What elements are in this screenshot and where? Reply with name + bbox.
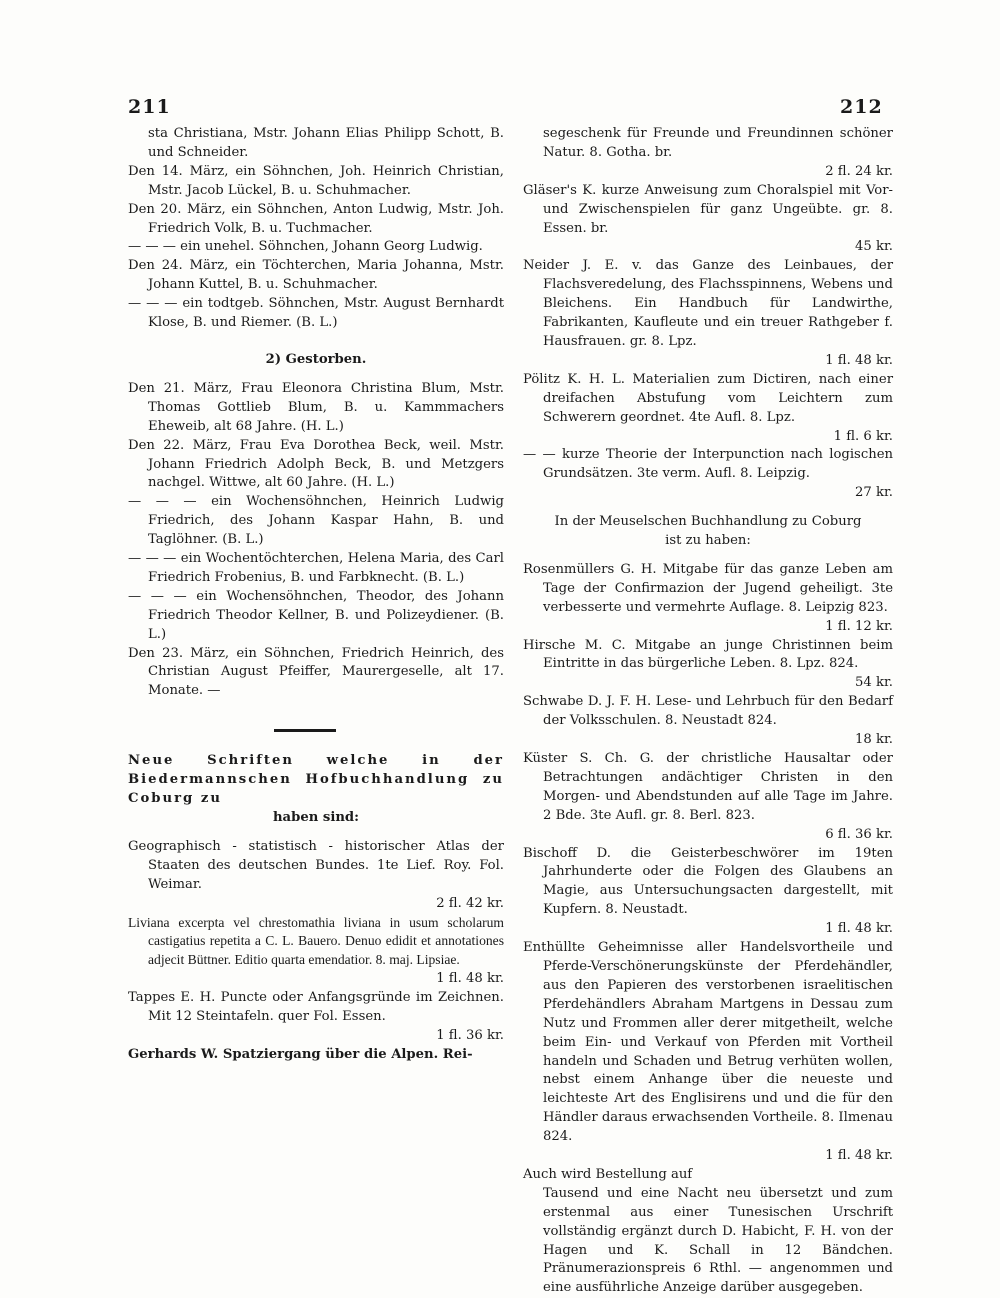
left-column xyxy=(128,125,504,1065)
birth-entry: — — — ein unehel. Söhnchen, Johann Georg Ludwig. xyxy=(128,239,483,255)
page-number-left: 211 xyxy=(128,96,171,118)
book-entry: Neider J. E. v. das Ganze des Leinbaues, der Flachsveredelung, des Flachsspinnens, Webens und Bleichens. Ein Handbuch für Landwirthe, Fabrikanten, Kaufleute und ein treuer Rathgeber f. Hausfrauen. gr. 8. Lpz. xyxy=(523,258,893,349)
book-entry: Pölitz K. H. L. Materialien zum Dictiren, nach einer dreifachen Abstufung vom Leichtern zum Schwerern geordnet. 4te Aufl. 8. Lpz. xyxy=(523,371,893,425)
section-heading-sub: ist zu haben: xyxy=(665,533,751,549)
book-price: 1 fl. 48 kr. xyxy=(436,971,504,987)
book-entry: Hirsche M. C. Mitgabe an junge Christinnen beim Eintritte in das bürgerliche Leben. 8. Lpz. 824. xyxy=(523,637,893,672)
book-price: 54 kr. xyxy=(854,675,893,691)
book-price: 1 fl. 6 kr. xyxy=(833,428,893,444)
page-number-right: 212 xyxy=(840,96,883,118)
birth-entry: — — — ein todtgeb. Söhnchen, Mstr. August Bernhardt Klose, B. und Riemer. (B. L.) xyxy=(128,296,504,331)
death-entry: — — — ein Wochentöchterchen, Helena Maria, des Carl Friedrich Frobenius, B. und Farbknecht. (B. L.) xyxy=(128,551,504,585)
subscription-text: Tausend und eine Nacht neu übersetzt und zum erstenmal aus einer Tunesischen Urschrift vollständig ergänzt durch D. Habicht, F. H. von der Hagen und K. Schall in 12 Bändchen. Pränumerazionspreis 6 Rthl. — angenommen und eine ausführliche Anzeige darüber ausgegeben. xyxy=(543,1185,893,1296)
book-entry: — — kurze Theorie der Interpunction nach logischen Grundsätzen. 3te verm. Aufl. 8. Leipzig. xyxy=(523,447,893,482)
section-divider xyxy=(274,729,336,732)
book-entry: Liviana excerpta vel chrestomathia liviana in usum scholarum castigatius repetita a C. L. Bauero. Denuo edidit et annotationes adjecit Büttner. Editio quarta emendatior. 8. maj. Lipsiae. xyxy=(128,914,504,968)
death-entry: Den 21. März, Frau Eleonora Christina Blum, Mstr. Thomas Gottlieb Blum, B. u. Kammmachers Eheweib, alt 68 Jahre. (H. L.) xyxy=(128,380,504,434)
book-entry: Bischoff D. die Geisterbeschwörer im 19ten Jahrhunderte oder die Folgen des Glaubens an Magie, aus Untersuchungsacten dargestellt, mit Kupfern. 8. Neustadt. xyxy=(523,845,893,918)
advert-heading xyxy=(128,752,504,809)
right-column xyxy=(523,125,893,1298)
book-entry: segeschenk für Freunde und Freundinnen schöner Natur. 8. Gotha. br. xyxy=(543,126,893,160)
book-price: 1 fl. 12 kr. xyxy=(825,618,893,634)
book-price: 6 fl. 36 kr. xyxy=(825,826,893,842)
birth-entry: Den 14. März, ein Söhnchen, Joh. Heinrich Christian, Mstr. Jacob Lückel, B. u. Schuhmacher. xyxy=(128,163,504,198)
book-price: 27 kr. xyxy=(854,485,893,501)
birth-entry: sta Christiana, Mstr. Johann Elias Philipp Schott, B. und Schneider. xyxy=(148,126,504,160)
book-entry: Tappes E. H. Puncte oder Anfangsgründe im Zeichnen. Mit 12 Steintafeln. quer Fol. Essen. xyxy=(128,990,504,1025)
book-price: 2 fl. 42 kr. xyxy=(436,895,504,911)
book-price: 1 fl. 48 kr. xyxy=(825,352,893,368)
book-entry: Gerhards W. Spatziergang über die Alpen. Rei- xyxy=(128,1046,473,1062)
book-price: 1 fl. 36 kr. xyxy=(436,1027,504,1043)
subscription-heading: Auch wird Bestellung auf xyxy=(523,1166,693,1182)
advert-heading-text: Neue Schriften welche in der Biedermannschen Hofbuchhandlung zu Coburg zu xyxy=(128,753,504,807)
birth-entry: Den 24. März, ein Töchterchen, Maria Johanna, Mstr. Johann Kuttel, B. u. Schuhmacher. xyxy=(128,258,504,293)
book-entry: Enthüllte Geheimnisse aller Handelsvortheile und Pferde-Verschönerungskünste der Pferdehändler, aus den Papieren des verstorbenen israelitischen Pferdehändlers Abraham Martgens in Dessau zum Nutz und Frommen aller derer mitgetheilt, welche beim Ein- und Verkauf von Pferden mit Vortheil handeln und Schaden und Betrug verhüten wollen, nebst einem Anhange über die neueste und leichteste Art des Englisirens und und die für den Händler daraus erwachsenden Vortheile. 8. Ilmenau 824. xyxy=(523,940,894,1145)
book-price: 2 fl. 24 kr. xyxy=(825,163,893,179)
death-entry: — — — ein Wochensöhnchen, Heinrich Ludwig Friedrich, des Johann Kaspar Hahn, B. und Taglöhner. (B. L.) xyxy=(128,494,504,548)
death-entry: Den 23. März, ein Söhnchen, Friedrich Heinrich, des Christian August Pfeiffer, Maurergeselle, alt 17. Monate. — xyxy=(128,645,504,699)
deaths-heading: 2) Gestorben. xyxy=(265,351,367,367)
book-price: 1 fl. 48 kr. xyxy=(825,1148,893,1164)
birth-entry: Den 20. März, ein Söhnchen, Anton Ludwig, Mstr. Joh. Friedrich Volk, B. u. Tuchmacher. xyxy=(128,201,504,236)
book-entry: Küster S. Ch. G. der christliche Hausaltar oder Betrachtungen andächtiger Christen in den Morgen- und Abendstunden auf alle Tage im Jahre. 2 Bde. 3te Aufl. gr. 8. Berl. 823. xyxy=(523,751,893,823)
book-entry: Rosenmüllers G. H. Mitgabe für das ganze Leben am Tage der Confirmazion der Jugend geheiligt. 3te verbesserte und vermehrte Auflage. 8. Leipzig 823. xyxy=(523,561,893,615)
book-entry: Schwabe D. J. F. H. Lese- und Lehrbuch für den Bedarf der Volksschulen. 8. Neustadt 824. xyxy=(523,694,893,729)
book-entry: Gläser's K. kurze Anweisung zum Choralspiel mit Vor- und Zwischenspielen für ganz Ungeübte. gr. 8. Essen. br. xyxy=(523,182,893,236)
advert-heading-sub: haben sind: xyxy=(272,810,360,825)
death-entry: — — — ein Wochensöhnchen, Theodor, des Johann Friedrich Theodor Kellner, B. und Polizeydiener. (B. L.) xyxy=(128,588,504,642)
death-entry: Den 22. März, Frau Eva Dorothea Beck, weil. Mstr. Johann Friedrich Adolph Beck, B. und Metzgers nachgel. Wittwe, alt 60 Jahre. (H. L.) xyxy=(128,437,504,491)
section-heading: In der Meuselschen Buchhandlung zu Coburg xyxy=(554,514,862,530)
book-price: 1 fl. 48 kr. xyxy=(825,921,893,937)
book-price: 45 kr. xyxy=(854,239,893,255)
book-price: 18 kr. xyxy=(854,732,893,748)
book-entry: Geographisch - statistisch - historischer Atlas der Staaten des deutschen Bundes. 1te Lief. Roy. Fol. Weimar. xyxy=(128,838,504,892)
